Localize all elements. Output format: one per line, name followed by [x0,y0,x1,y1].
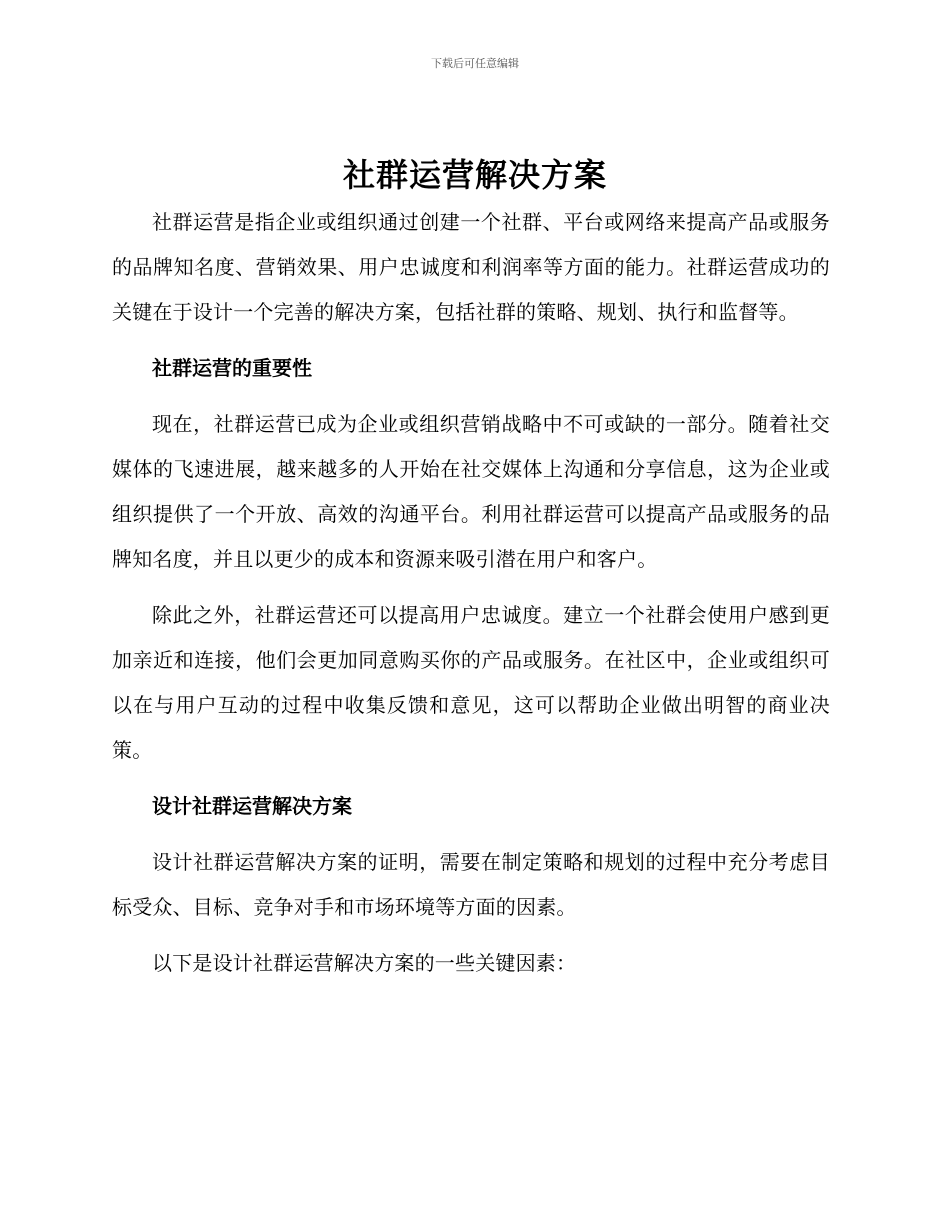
section-heading-importance: 社群运营的重要性 [152,356,312,380]
paragraph-importance-2: 除此之外，社群运营还可以提高用户忠诚度。建立一个社群会使用户感到更加亲近和连接，他们会更加同意购买你的产品或服务。在社区中，企业或组织可以在与用户互动的过程中收集反馈和意见，这可以帮助企业做出明智的商业决策。 [112,603,830,762]
document-body [112,200,830,997]
document-title: 社群运营解决方案 [342,156,607,194]
paragraph-importance-1: 现在，社群运营已成为企业或组织营销战略中不可或缺的一部分。随着社交媒体的飞速进展，越来越多的人开始在社交媒体上沟通和分享信息，这为企业或组织提供了一个开放、高效的沟通平台。利用社群运营可以提高产品或服务的品牌知名度，并且以更少的成本和资源来吸引潜在用户和客户。 [112,412,830,571]
paragraph-design-1: 设计社群运营解决方案的证明，需要在制定策略和规划的过程中充分考虑目标受众、目标、竞争对手和市场环境等方面的因素。 [112,850,830,919]
header-note: 下载后可任意编辑 [431,57,519,70]
paragraph-intro: 社群运营是指企业或组织通过创建一个社群、平台或网络来提高产品或服务的品牌知名度、营销效果、用户忠诚度和利润率等方面的能力。社群运营成功的关键在于设计一个完善的解决方案，包括社群的策略、规划、执行和监督等。 [112,210,830,324]
paragraph-design-2: 以下是设计社群运营解决方案的一些关键因素： [152,951,577,975]
section-heading-design: 设计社群运营解决方案 [152,794,352,818]
